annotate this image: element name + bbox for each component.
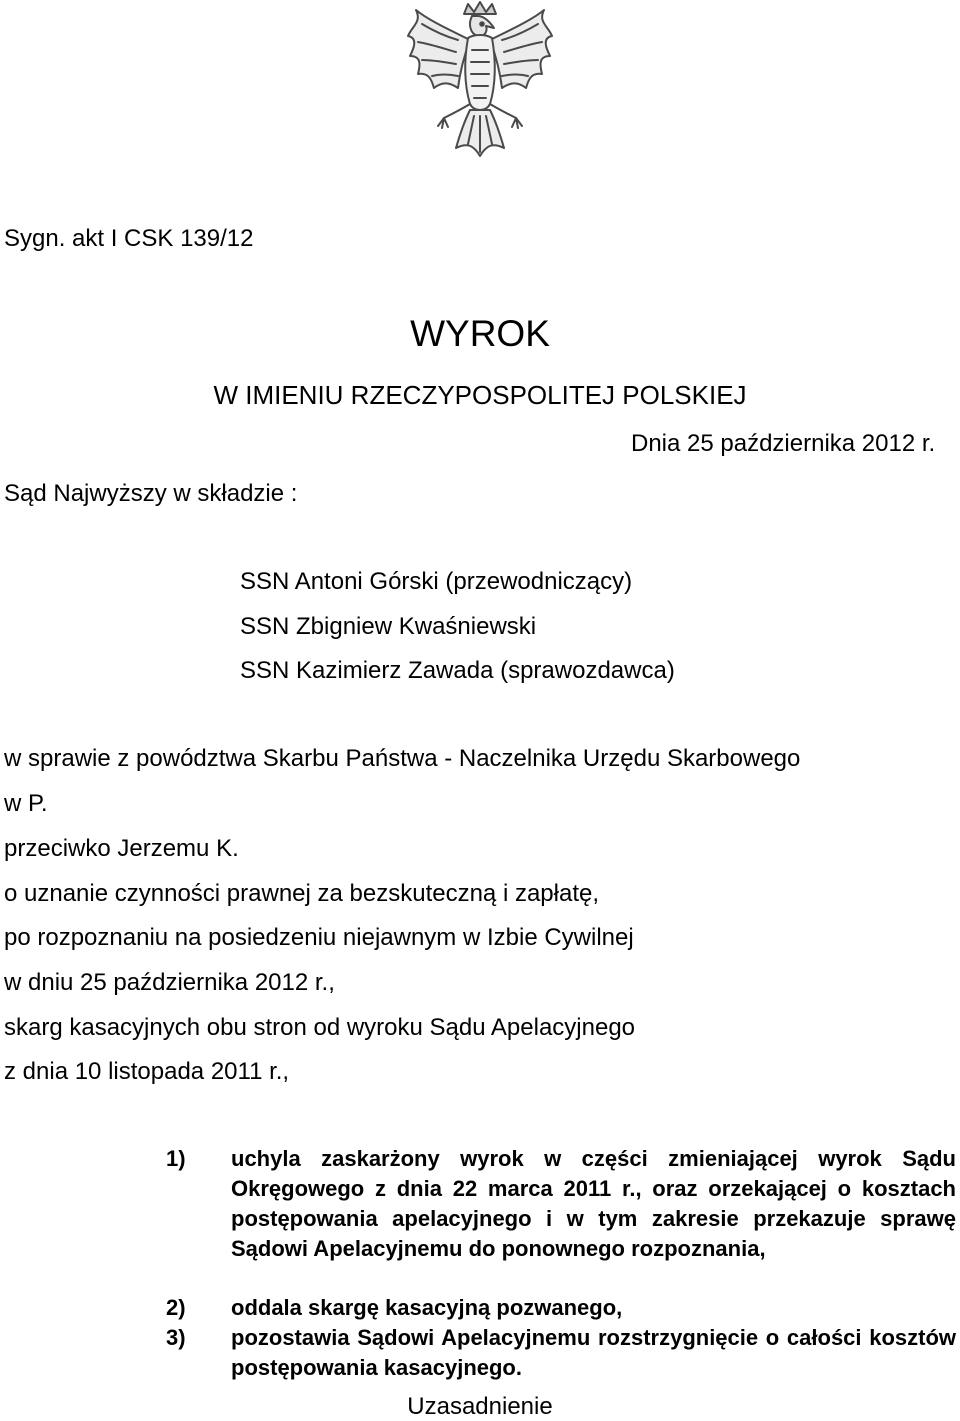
document-subtitle: W IMIENIU RZECZYPOSPOLITEJ POLSKIEJ <box>213 380 747 410</box>
judge-presiding: SSN Antoni Górski (przewodniczący) <box>240 568 633 595</box>
court-composition-intro: Sąd Najwyższy w składzie : <box>4 480 298 507</box>
verdict-number: 1) <box>166 1146 186 1171</box>
case-number: Sygn. akt I CSK 139/12 <box>4 225 254 252</box>
verdict-text: pozostawia Sądowi Apelacyjnemu rozstrzygnięcie o całości kosztów postępowania kasacyjnego. <box>231 1325 956 1380</box>
judge-member: SSN Zbigniew Kwaśniewski <box>240 613 537 640</box>
verdict-item-3 <box>166 1323 956 1383</box>
verdict-text: oddala skargę kasacyjną pozwanego, <box>231 1295 623 1320</box>
judgment-date: Dnia 25 października 2012 r. <box>631 430 936 457</box>
case-line: o uznanie czynności prawnej za bezskuteczną i zapłatę, <box>4 880 600 907</box>
case-line: po rozpoznaniu na posiedzeniu niejawnym w Izbie Cywilnej <box>4 924 634 951</box>
case-line: w P. <box>4 790 48 817</box>
verdict-item-2 <box>166 1293 956 1323</box>
case-line: skarg kasacyjnych obu stron od wyroku Sądu Apelacyjnego <box>4 1014 636 1041</box>
document-title: WYROK <box>410 313 550 354</box>
verdict-number: 3) <box>166 1325 186 1350</box>
case-line: z dnia 10 listopada 2011 r., <box>4 1058 290 1085</box>
polish-eagle-emblem-icon <box>398 0 562 168</box>
verdict-item-1 <box>166 1144 956 1264</box>
case-line: przeciwko Jerzemu K. <box>4 835 239 862</box>
judge-rapporteur: SSN Kazimierz Zawada (sprawozdawca) <box>240 657 675 684</box>
case-line: w sprawie z powództwa Skarbu Państwa - Naczelnika Urzędu Skarbowego <box>4 745 801 772</box>
case-line: w dniu 25 października 2012 r., <box>4 969 335 996</box>
justification-heading: Uzasadnienie <box>407 1393 553 1420</box>
verdict-text: uchyla zaskarżony wyrok w części zmieniającej wyrok Sądu Okręgowego z dnia 22 marca 2011 r., oraz orzekającej o kosztach postępowania apelacyjnego i w tym zakresie przekazuje sprawę Sądowi Apelacyjnemu do ponownego rozpoznania, <box>231 1146 956 1261</box>
verdict-number: 2) <box>166 1295 186 1320</box>
